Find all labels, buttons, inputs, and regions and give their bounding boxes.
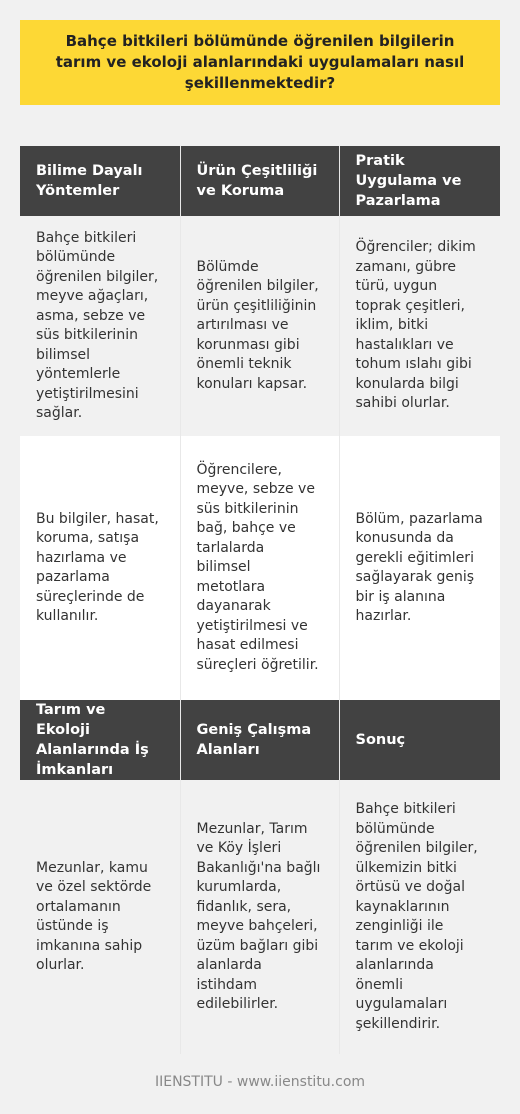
- table-cell: Mezunlar, kamu ve özel sektörde ortalamanın üstünde iş imkanına sahip olurlar.: [20, 780, 180, 1054]
- footer-credit: IIENSTITU - www.iienstitu.com: [154, 1074, 366, 1090]
- table-cell: Bölüm, pazarlama konusunda da gerekli eğitimleri sağlayarak geniş bir iş alanına hazırlar.: [339, 436, 500, 700]
- header-cell: Pratik Uygulama ve Pazarlama: [339, 146, 500, 216]
- table-row: [20, 780, 500, 1054]
- table-cell: Öğrencilere, meyve, sebze ve süs bitkilerinin bağ, bahçe ve tarlalarda bilimsel metotlara dayanarak yetiştirilmesi ve hasat edilmesi süreçleri öğretilir.: [180, 436, 339, 700]
- table-cell: Mezunlar, Tarım ve Köy İşleri Bakanlığı'na bağlı kurumlarda, fidanlık, sera, meyve bahçeleri, üzüm bağları gibi alanlarda istihdam edilebilirler.: [180, 780, 339, 1054]
- header-cell: Bilime Dayalı Yöntemler: [20, 146, 180, 216]
- header-cell: Ürün Çeşitliliği ve Koruma: [180, 146, 339, 216]
- question-banner: [20, 20, 500, 105]
- table-header-row: [20, 700, 500, 780]
- table-cell: Öğrenciler; dikim zamanı, gübre türü, uygun toprak çeşitleri, iklim, bitki hastalıkları ve tohum ıslahı gibi konularda bilgi sahibi olurlar.: [339, 216, 500, 436]
- info-table: [20, 146, 500, 1054]
- table-row: [20, 216, 500, 436]
- table-cell: Bahçe bitkileri bölümünde öğrenilen bilgiler, ülkemizin bitki örtüsü ve doğal kaynaklarının zenginliği ile tarım ve ekoloji alanlarında önemli uygulamaları şekillendirir.: [339, 780, 500, 1054]
- header-cell: Geniş Çalışma Alanları: [180, 700, 339, 780]
- question-text: Bahçe bitkileri bölümünde öğrenilen bilgilerin tarım ve ekoloji alanlarındaki uygulamaları nasıl şekillenmektedir?: [55, 32, 465, 92]
- header-cell: Sonuç: [339, 700, 500, 780]
- table-cell: Bölümde öğrenilen bilgiler, ürün çeşitliliğinin artırılması ve korunması gibi önemli teknik konuları kapsar.: [180, 216, 339, 436]
- table-cell: Bu bilgiler, hasat, koruma, satışa hazırlama ve pazarlama süreçlerinde de kullanılır.: [20, 436, 180, 700]
- table-row: [20, 436, 500, 700]
- table-cell: Bahçe bitkileri bölümünde öğrenilen bilgiler, meyve ağaçları, asma, sebze ve süs bitkilerinin bilimsel yöntemlerle yetiştirilmesini sağlar.: [20, 216, 180, 436]
- header-cell: Tarım ve Ekoloji Alanlarında İş İmkanları: [20, 700, 180, 780]
- table-header-row: [20, 146, 500, 216]
